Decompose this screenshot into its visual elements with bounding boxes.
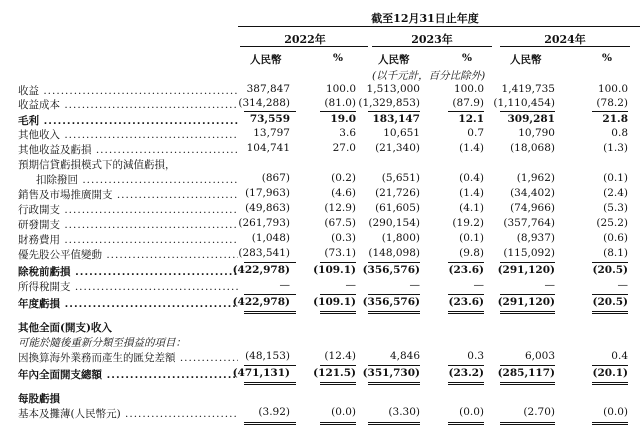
pct-2022: (12.9) [324,202,356,214]
value-2023: 10,651 [383,127,420,139]
value-2023: (290,154) [368,217,420,229]
pct-2022: (121.5) [313,367,356,379]
total-double-rule [448,311,484,314]
row-label: 除稅前虧損 ..... [18,264,238,279]
table-row [0,335,640,349]
value-2023: (1,800) [381,232,420,244]
pct-2024: (5.3) [603,202,628,214]
unit-note: (以千元計，百分比除外) [372,70,486,82]
subtotal-rule [368,262,420,263]
pct-2022: 100.0 [325,83,356,95]
pct-2022: (0.3) [331,232,356,244]
value-2023: (356,576) [362,296,420,308]
pct-2022: — [345,279,356,291]
pct-2023: 12.1 [458,113,484,125]
subtotal-rule [320,294,356,295]
row-label: 其他收益及虧損 ..... [18,142,238,157]
total-double-rule [320,311,356,314]
year-2022: 2022年 [284,33,326,46]
subtotal-rule [448,262,484,263]
total-double-rule [592,311,628,314]
currency-label-2022: 人民幣 [250,54,282,66]
table-row [0,391,640,405]
value-2022: (1,048) [251,232,290,244]
subtotal-rule [500,294,555,295]
value-2023: (1,329,853) [358,97,420,109]
subtotal-rule [592,262,628,263]
subtotal-rule [368,294,420,295]
row-label: 研發開支 ..... [18,217,238,232]
subtotal-rule [500,365,555,366]
pct-2023: (87.9) [452,97,484,109]
row-label: 扣除撥回 ..... [36,172,238,187]
value-2024: (357,764) [503,217,555,229]
value-2022: 387,847 [246,83,290,95]
table-row [0,247,640,261]
value-2022: (314,288) [238,97,290,109]
total-double-rule [244,422,296,425]
pct-2022: 19.0 [330,113,356,125]
pct-2022: (0.2) [331,172,356,184]
value-2024: (34,402) [510,187,555,199]
row-label: 因換算海外業務而產生的匯兌差額 ..... [18,350,238,365]
pct-2022: (67.5) [324,217,356,229]
percent-label-2023: % [462,52,472,64]
table-row [0,113,640,127]
value-2024: (285,117) [497,367,555,379]
total-double-rule [448,382,484,385]
value-2023: (21,726) [375,187,420,199]
total-double-rule [500,311,555,314]
table-row [0,406,640,420]
value-2024: 309,281 [507,113,555,125]
pct-2022: (4.6) [331,187,356,199]
table-row [0,157,640,171]
value-2023: (351,730) [362,367,420,379]
table-row [0,367,640,381]
subtotal-rule [244,365,296,366]
pct-2024: (0.0) [603,406,628,418]
row-label: 年度虧損 ..... [18,296,238,311]
value-2023: (5,651) [381,172,420,184]
pct-2023: (23.2) [448,367,484,379]
value-2022: (471,131) [232,367,290,379]
value-2024: (291,120) [497,264,555,276]
subtotal-rule [320,111,356,112]
table-row [0,264,640,278]
pct-2023: — [473,279,484,291]
table-row [0,187,640,201]
pct-2024: (0.1) [603,172,628,184]
table-row [0,296,640,310]
value-2024: (8,937) [516,232,555,244]
value-2023: (3.30) [388,406,420,418]
value-2024: (1,962) [516,172,555,184]
total-double-rule [500,382,555,385]
table-row [0,202,640,216]
total-double-rule [448,422,484,425]
pct-2023: (23.6) [448,296,484,308]
value-2023: 1,513,000 [366,83,420,95]
row-label: 毛利 ..... [18,113,238,128]
percent-label-2024: % [602,52,612,64]
year-2023: 2023年 [411,33,453,46]
value-2022: 73,559 [249,113,290,125]
pct-2024: (20.1) [592,367,628,379]
subtotal-rule [244,294,296,295]
subtotal-rule [592,111,628,112]
value-2023: 183,147 [372,113,420,125]
subtotal-rule [244,111,296,112]
value-2022: (3.92) [258,406,290,418]
pct-2022: (73.1) [324,247,356,259]
total-double-rule [244,311,296,314]
value-2023: (356,576) [362,264,420,276]
value-2022: (867) [261,172,290,184]
row-label: 銷售及市場推廣開支 ..... [18,187,238,202]
subtotal-rule [592,294,628,295]
subtotal-rule [592,365,628,366]
row-label: 行政開支 ..... [18,202,238,217]
subtotal-rule [244,262,296,263]
total-double-rule [368,382,420,385]
pct-2024: 0.4 [611,350,628,362]
pct-2023: 100.0 [453,83,484,95]
value-2024: (1,110,454) [493,97,555,109]
pct-2024: — [617,279,628,291]
pct-2024: 0.8 [611,127,628,139]
section-heading: 其他全面(開支)收入 [18,322,112,334]
subtotal-rule [448,294,484,295]
row-label: 所得稅開支 ..... [18,279,238,294]
pct-2022: (81.0) [324,97,356,109]
section-heading: 每股虧損 [18,393,60,405]
pct-2023: (0.0) [459,406,484,418]
value-2022: (422,978) [232,264,290,276]
year-2024: 2024年 [544,33,586,46]
header-rule [238,26,640,27]
pct-2022: (12.4) [324,350,356,362]
pct-2023: 0.3 [467,350,484,362]
year-rule-2022 [240,46,368,47]
subtotal-rule [500,262,555,263]
value-2024: (291,120) [497,296,555,308]
subtotal-rule [500,111,555,112]
subtotal-rule [368,111,420,112]
value-2022: (49,863) [245,202,290,214]
percent-label-2022: % [333,52,343,64]
pct-2023: 0.7 [467,127,484,139]
pct-2024: (2.4) [603,187,628,199]
row-label: 預期信貸虧損模式下的減值虧損， [18,159,176,171]
pct-2024: (20.5) [592,296,628,308]
year-rule-2023 [372,46,492,47]
currency-label-2023: 人民幣 [378,54,410,66]
value-2024: — [544,279,555,291]
table-row [0,97,640,111]
row-label: 其他收入 ..... [18,127,238,142]
pct-2022: 3.6 [339,127,356,139]
pct-2024: (78.2) [596,97,628,109]
subtotal-rule [368,365,420,366]
total-double-rule [244,382,296,385]
row-label: 財務費用 ..... [18,232,238,247]
total-double-rule [592,422,628,425]
value-2022: (48,153) [245,350,290,362]
pct-2023: (19.2) [452,217,484,229]
pct-2024: (0.6) [603,232,628,244]
pct-2024: (1.3) [603,142,628,154]
subtotal-rule [448,111,484,112]
row-label: 基本及攤薄(人民幣元) ..... [18,406,238,421]
value-2023: 4,846 [389,350,420,362]
period-title: 截至12月31日止年度 [371,12,479,25]
pct-2022: (109.1) [313,296,356,308]
subtotal-rule [320,365,356,366]
table-row [0,217,640,231]
value-2023: (61,605) [375,202,420,214]
total-double-rule [592,382,628,385]
value-2024: (115,092) [503,247,555,259]
row-label: 優先股公平值變動 ..... [18,247,238,262]
value-2023: (21,340) [375,142,420,154]
table-row [0,279,640,293]
total-double-rule [368,311,420,314]
table-row [0,350,640,364]
pct-2022: (109.1) [313,264,356,276]
section-subheading: 可能於隨後重新分類至損益的項目： [18,337,186,349]
value-2023: — [409,279,420,291]
row-label: 收益成本 ..... [18,97,238,112]
value-2024: 1,419,735 [501,83,555,95]
value-2024: 6,003 [524,350,555,362]
value-2024: (18,068) [510,142,555,154]
pct-2023: (0.4) [459,172,484,184]
table-row [0,83,640,97]
subtotal-rule [448,365,484,366]
table-row [0,142,640,156]
total-double-rule [320,382,356,385]
pct-2024: 100.0 [597,83,628,95]
currency-label-2024: 人民幣 [510,54,542,66]
table-row [0,127,640,141]
subtotal-rule [320,262,356,263]
pct-2023: (1.4) [459,187,484,199]
value-2022: (422,978) [232,296,290,308]
value-2022: (283,541) [238,247,290,259]
table-row [0,172,640,186]
value-2024: (74,966) [510,202,555,214]
total-double-rule [368,422,420,425]
total-double-rule [500,422,555,425]
value-2023: (148,098) [368,247,420,259]
value-2022: — [279,279,290,291]
pct-2024: (25.2) [596,217,628,229]
pct-2022: 27.0 [332,142,356,154]
pct-2022: (0.0) [331,406,356,418]
pct-2024: 21.8 [602,113,628,125]
row-label: 年內全面開支總額 ..... [18,367,238,382]
value-2022: 104,741 [246,142,290,154]
pct-2023: (1.4) [459,142,484,154]
row-label: 收益 ..... [18,83,238,98]
value-2022: 13,797 [253,127,290,139]
year-rule-2024 [500,46,630,47]
pct-2023: (23.6) [448,264,484,276]
table-row [0,232,640,246]
pct-2023: (0.1) [459,232,484,244]
pct-2023: (9.8) [459,247,484,259]
total-double-rule [320,422,356,425]
value-2022: (17,963) [245,187,290,199]
value-2024: 10,790 [518,127,555,139]
value-2024: (2.70) [523,406,555,418]
pct-2023: (4.1) [459,202,484,214]
pct-2024: (20.5) [592,264,628,276]
table-row [0,320,640,334]
pct-2024: (8.1) [603,247,628,259]
value-2022: (261,793) [238,217,290,229]
